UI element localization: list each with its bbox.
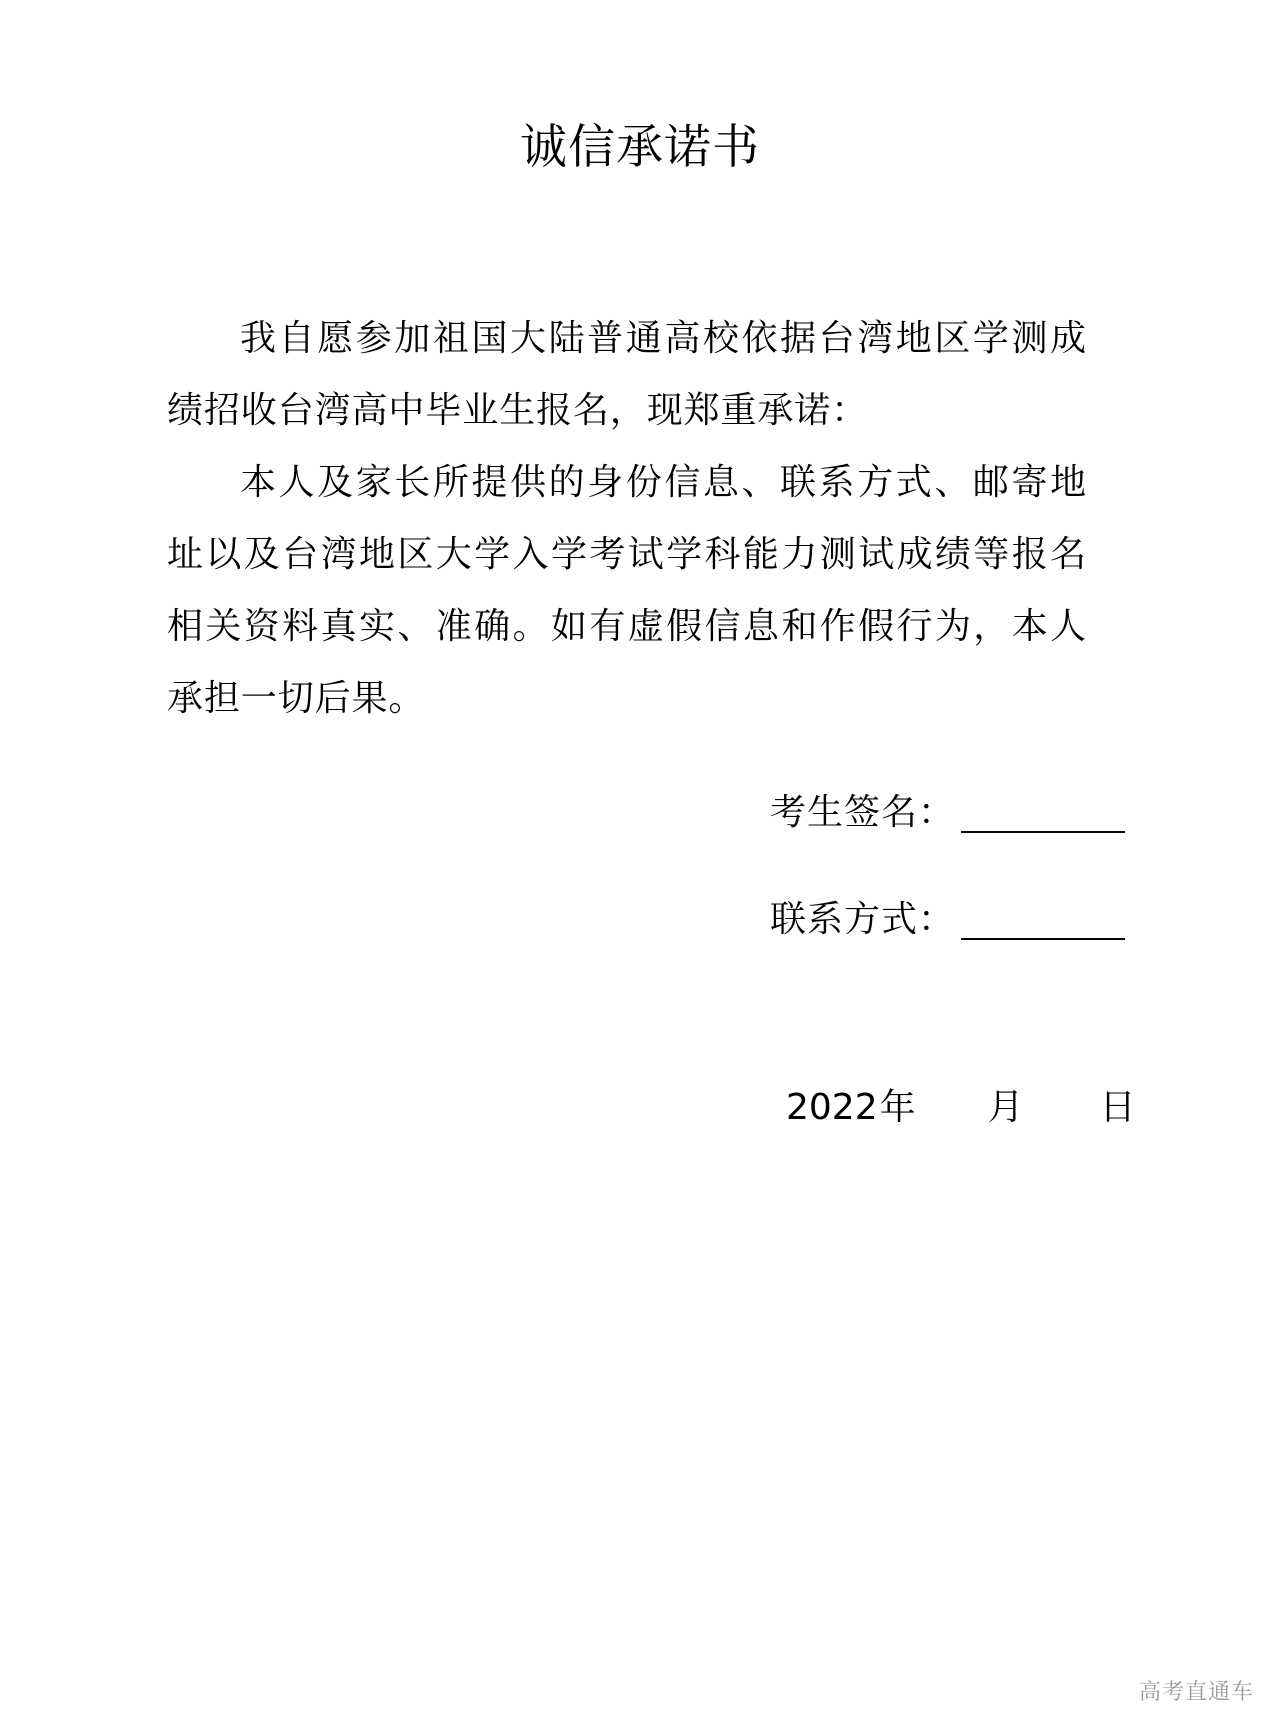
date-year: 2022 — [786, 1087, 878, 1128]
date-month-unit: 月 — [987, 1087, 1024, 1128]
signature-field — [770, 788, 1125, 838]
signature-label: 考生签名： — [770, 792, 956, 833]
document-title: 诚信承诺书 — [520, 120, 760, 175]
date-year-unit: 年 — [879, 1087, 916, 1128]
date-line — [786, 1083, 1136, 1133]
contact-blank-line[interactable] — [961, 938, 1125, 940]
signature-blank-line[interactable] — [961, 831, 1125, 833]
watermark-text: 高考直通车 — [1138, 1680, 1254, 1705]
contact-field — [770, 895, 1125, 945]
contact-label: 联系方式： — [770, 899, 956, 940]
pledge-paragraph-commitment: 本人及家长所提供的身份信息、联系方式、邮寄地址以及台湾地区大学入学考试学科能力测试成绩等报名相关资料真实、准确。如有虚假信息和作假行为，本人承担一切后果。 — [167, 462, 1087, 719]
date-day-unit: 日 — [1099, 1087, 1136, 1128]
pledge-body — [167, 303, 1087, 735]
pledge-paragraph-intro: 我自愿参加祖国大陆普通高校依据台湾地区学测成绩招收台湾高中毕业生报名，现郑重承诺： — [167, 318, 1087, 431]
